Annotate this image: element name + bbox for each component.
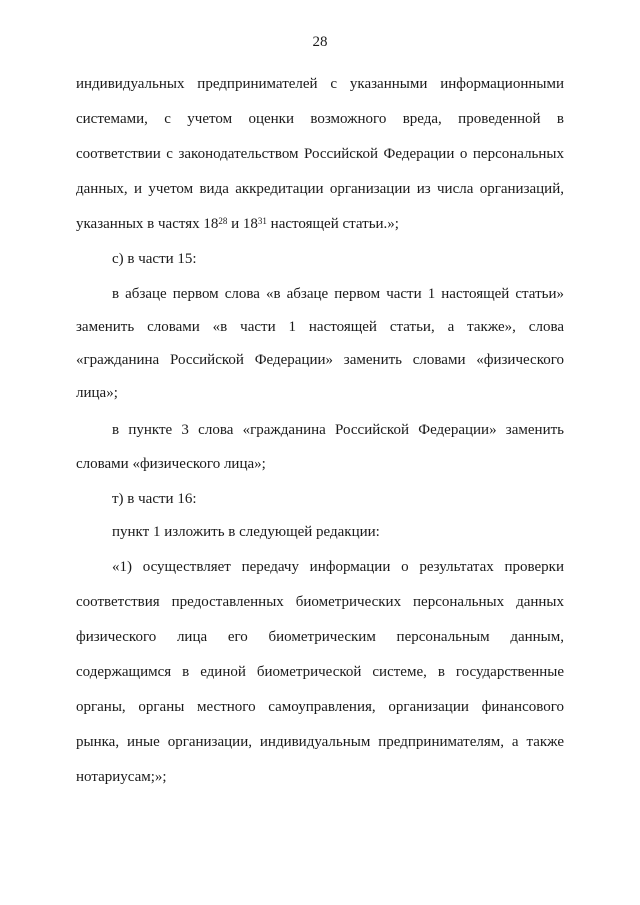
superscript: 28	[218, 216, 228, 226]
text-line-3: соответствии с законодательством Российской Федерации о персональных	[76, 146, 564, 162]
text-line-8: заменить словами «в части 1 настоящей статьи, а также», слова	[76, 319, 564, 335]
text-line-6: с) в части 15:	[112, 251, 197, 267]
text-line-21: нотариусам;»;	[76, 769, 167, 785]
text-line-7: в абзаце первом слова «в абзаце первом части 1 настоящей статьи»	[112, 286, 564, 302]
text-line-4: данных, и учетом вида аккредитации организации из числа организаций,	[76, 181, 564, 197]
text-line-9: «гражданина Российской Федерации» заменить словами «физического	[76, 352, 564, 368]
text-line-13: т) в части 16:	[112, 491, 197, 507]
text-line-10: лица»;	[76, 385, 118, 401]
text-line-20: рынка, иные организации, индивидуальным предпринимателям, а также	[76, 734, 564, 750]
text-line-19: органы, органы местного самоуправления, организации финансового	[76, 699, 564, 715]
text-line-17: физического лица его биометрическим персональным данным,	[76, 629, 564, 645]
superscript: 31	[257, 216, 267, 226]
text-fragment: и 18	[227, 216, 258, 232]
text-line-1: индивидуальных предпринимателей с указанными информационными	[76, 76, 564, 92]
text-fragment: настоящей статьи.»;	[266, 216, 399, 232]
text-line-12: словами «физического лица»;	[76, 456, 266, 472]
text-fragment: указанных в частях 18	[76, 216, 219, 232]
text-line-15: «1) осуществляет передачу информации о результатах проверки	[112, 559, 564, 575]
text-line-16: соответствия предоставленных биометрических персональных данных	[76, 594, 564, 610]
text-line-11: в пункте 3 слова «гражданина Российской Федерации» заменить	[112, 422, 564, 438]
text-line-5	[76, 215, 564, 233]
text-line-18: содержащимся в единой биометрической системе, в государственные	[76, 664, 564, 680]
text-line-14: пункт 1 изложить в следующей редакции:	[112, 524, 380, 540]
text-line-2: системами, с учетом оценки возможного вреда, проведенной в	[76, 111, 564, 127]
page-number: 28	[312, 34, 328, 50]
